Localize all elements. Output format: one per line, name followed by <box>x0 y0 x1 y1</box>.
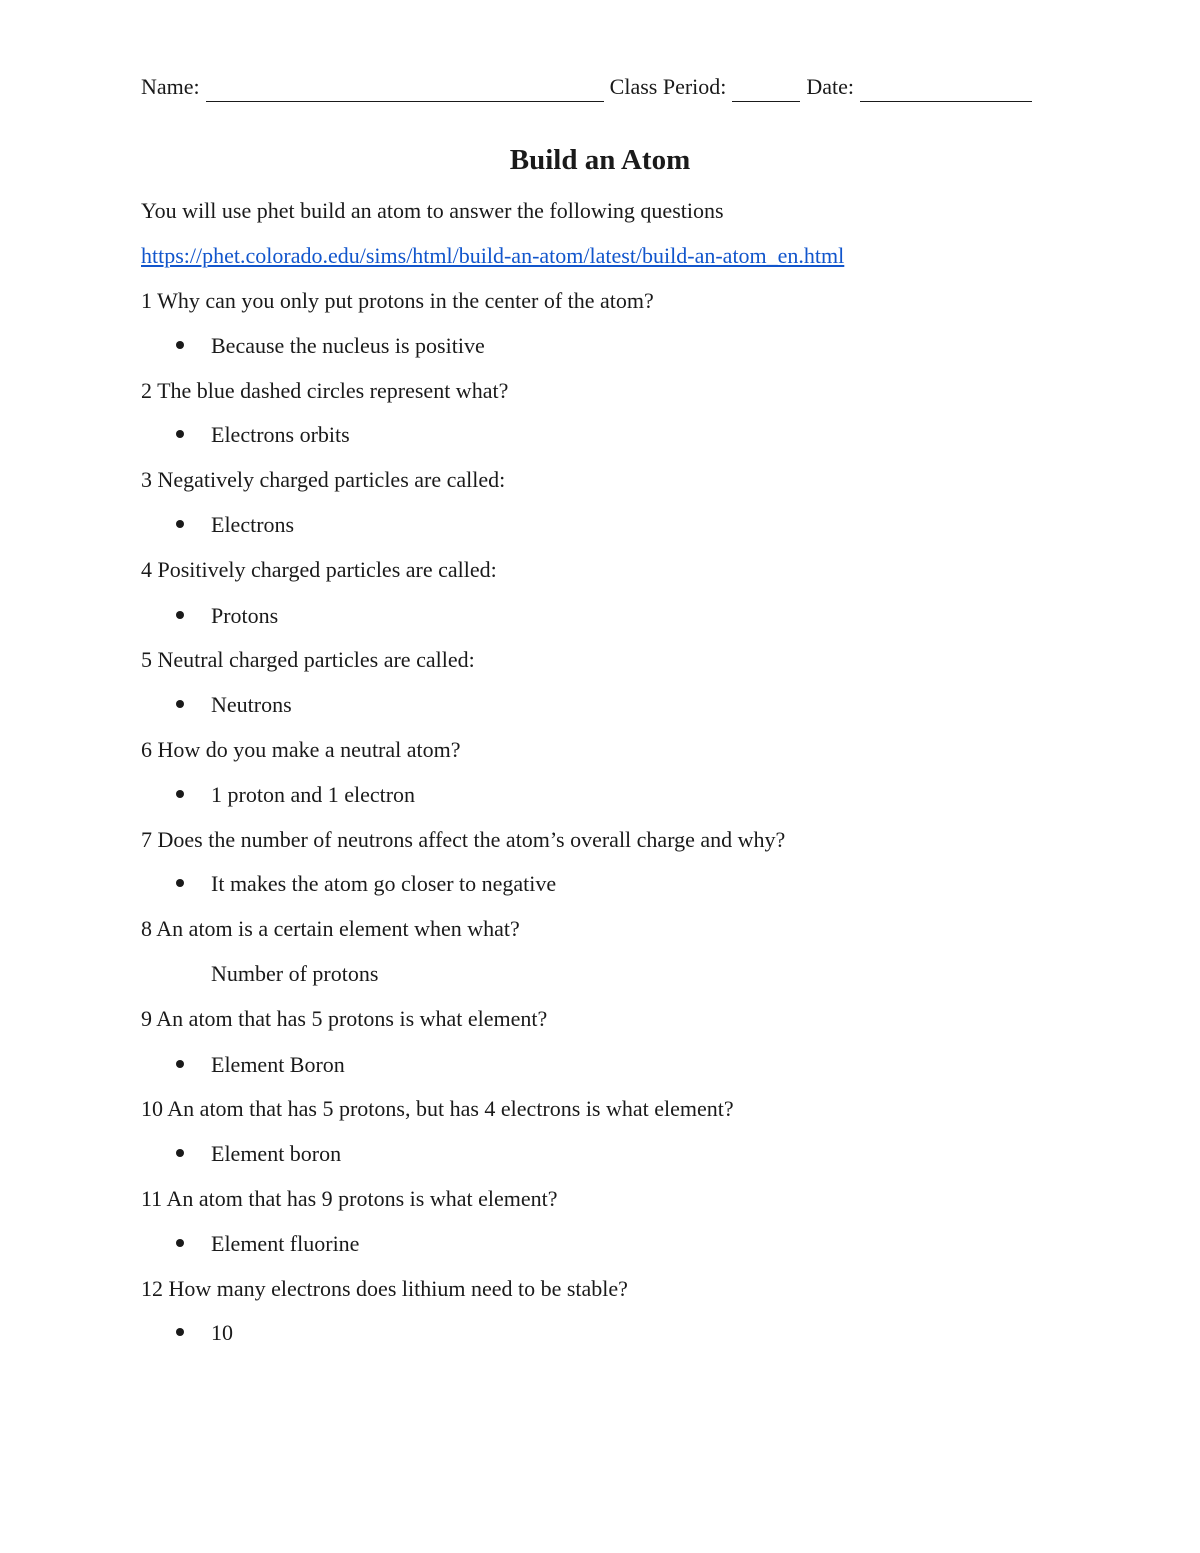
bullet-icon <box>176 430 184 438</box>
question-6: 6 How do you make a neutral atom? <box>141 737 461 762</box>
answer-8: Number of protons <box>211 961 379 986</box>
date-label: Date: <box>806 74 855 99</box>
question-10: 10 An atom that has 5 protons, but has 4 electrons is what element? <box>141 1096 734 1121</box>
question-1: 1 Why can you only put protons in the center of the atom? <box>141 288 654 313</box>
question-8: 8 An atom is a certain element when what? <box>141 916 520 941</box>
name-label: Name: <box>141 74 200 99</box>
bullet-icon <box>176 1149 184 1157</box>
answer-11: Element fluorine <box>211 1231 360 1256</box>
answer-10: Element boron <box>211 1141 342 1166</box>
answer-2: Electrons orbits <box>211 422 350 447</box>
bullet-icon <box>176 790 184 798</box>
date-blank[interactable] <box>860 77 1032 102</box>
bullet-icon <box>176 1060 184 1068</box>
answer-12: 10 <box>211 1320 233 1345</box>
answer-7: It makes the atom go closer to negative <box>211 871 557 896</box>
bullet-icon <box>176 611 184 619</box>
bullet-icon <box>176 341 184 349</box>
answer-5: Neutrons <box>211 692 292 717</box>
bullet-icon <box>176 1239 184 1247</box>
bullet-icon <box>176 520 184 528</box>
question-9: 9 An atom that has 5 protons is what element? <box>141 1006 548 1031</box>
bullet-icon <box>176 700 184 708</box>
answer-1: Because the nucleus is positive <box>211 333 485 358</box>
question-3: 3 Negatively charged particles are called: <box>141 467 506 492</box>
student-info-header <box>141 72 1061 102</box>
question-5: 5 Neutral charged particles are called: <box>141 647 475 672</box>
question-2: 2 The blue dashed circles represent what? <box>141 378 509 403</box>
class-period-blank[interactable] <box>732 77 800 102</box>
question-7: 7 Does the number of neutrons affect the atom’s overall charge and why? <box>141 827 786 852</box>
intro-text: You will use phet build an atom to answer the following questions <box>141 198 724 223</box>
question-4: 4 Positively charged particles are called: <box>141 557 497 582</box>
question-11: 11 An atom that has 9 protons is what element? <box>141 1186 558 1211</box>
phet-simulation-link[interactable]: https://phet.colorado.edu/sims/html/build-an-atom/latest/build-an-atom_en.html <box>141 243 845 268</box>
answer-3: Electrons <box>211 512 295 537</box>
class-period-label: Class Period: <box>609 74 727 99</box>
answer-4: Protons <box>211 603 279 628</box>
question-12: 12 How many electrons does lithium need to be stable? <box>141 1276 628 1301</box>
page-title: Build an Atom <box>509 144 691 176</box>
answer-9: Element Boron <box>211 1052 345 1077</box>
name-blank[interactable] <box>206 77 604 102</box>
bullet-icon <box>176 1328 184 1336</box>
answer-6: 1 proton and 1 electron <box>211 782 416 807</box>
bullet-icon <box>176 879 184 887</box>
